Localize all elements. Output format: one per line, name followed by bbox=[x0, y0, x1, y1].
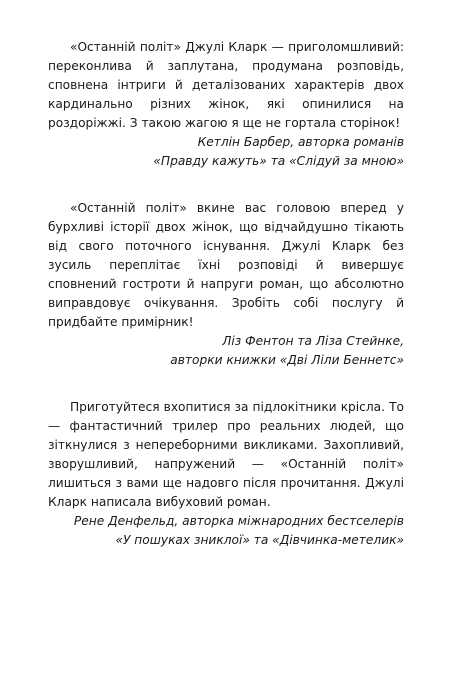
blurb-text: «Останній політ» Джулі Кларк — приголомшливий: переконлива й заплутана, продумана розповідь, сповнена інтриги й деталізованих характерів двох кардинально різних жінок, які опинилися на роздоріжжі. З такою жагою я ще не гортала сторінок! bbox=[48, 40, 404, 130]
attribution-line: Кетлін Барбер, авторка романів bbox=[197, 135, 404, 149]
attribution-line: «Правду кажуть» та «Слідуй за мною» bbox=[153, 154, 404, 168]
praise-blurb bbox=[48, 38, 404, 171]
attribution-line: Рене Денфельд, авторка міжнародних бестселерів bbox=[73, 514, 404, 528]
blurb-attribution bbox=[48, 512, 404, 550]
blurb-text: «Останній політ» вкине вас головою вперед у бурхливі історії двох жінок, що відчайдушно тікають від свого поточного існування. Джулі Кларк без зусиль переплітає їхні розповіді й вивершує сповнений гостроти й напруги роман, що абсолютно виправдовує очікування. Зробіть собі послугу й придбайте примірник! bbox=[48, 201, 404, 329]
praise-blurb bbox=[48, 199, 404, 370]
attribution-line: «У пошуках зниклої» та «Дівчинка-метелик» bbox=[115, 533, 404, 547]
praise-blurb bbox=[48, 398, 404, 550]
praise-page bbox=[48, 38, 404, 578]
blurb-attribution bbox=[48, 133, 404, 171]
blurb-text: Приготуйтеся вхопитися за підлокітники крісла. То — фантастичний трилер про реальних людей, що зіткнулися з непереборними викликами. Захопливий, зворушливий, напружений — «Останній політ» лишиться з вами ще надовго після прочитання. Джулі Кларк написала вибуховий роман. bbox=[48, 400, 404, 509]
attribution-line: Ліз Фентон та Ліза Стейнке, bbox=[222, 334, 404, 348]
blurb-attribution bbox=[48, 332, 404, 370]
attribution-line: авторки книжки «Дві Ліли Беннетс» bbox=[170, 353, 404, 367]
